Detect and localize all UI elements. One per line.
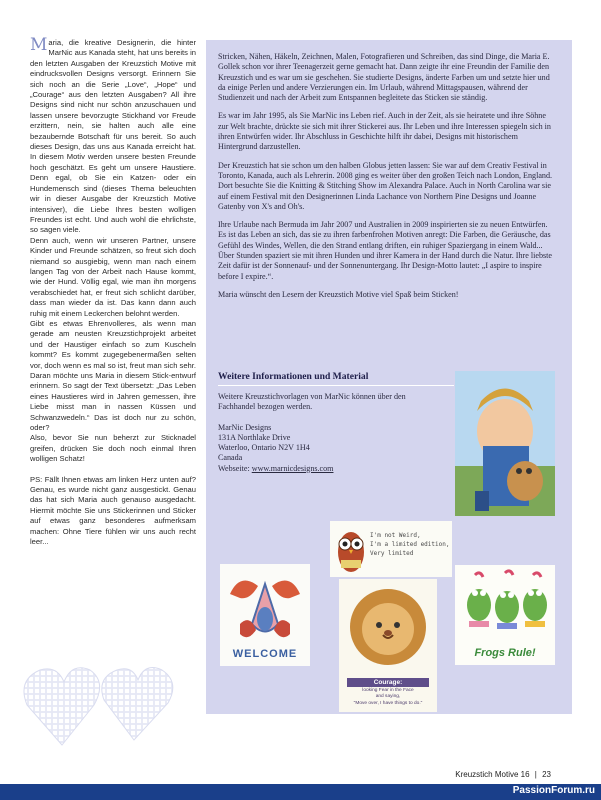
bio-paragraph: Es war im Jahr 1995, als Sie MarNic ins Leben rief. Auch in der Zeit, als sie heiratete und ihre Söhne zur Welt brachte, drückte sie sich mit ihrer Stickerei aus. Ihr Leben und ihre Interessen spiegeln sich in ihren Entwürfen wider. Ihr Abschluss in Geschichte hilft ihr dabei, Designs mit historischem Hintergrund darzustellen. xyxy=(218,111,551,152)
footer-separator: | xyxy=(534,770,537,779)
address-line: 131A Northlake Drive xyxy=(218,432,291,442)
frogs-text: Frogs Rule! xyxy=(474,647,536,659)
lion-graphic xyxy=(339,579,437,677)
owl-text: I'm not Weird, I'm a limited edition, Very limited xyxy=(370,532,450,557)
cross-stitch-hearts-image xyxy=(22,640,182,750)
bio-paragraph: Stricken, Nähen, Häkeln, Zeichnen, Malen, Fotografieren und Schreiben, das sind Dinge, die Maria E. Gollek schon vor ihrer Teenagerzeit gerne gemacht hat. Dann zeigte ihr eine Freundin der Familie den Kreuzstich und es war um sie geschehen. Sie studierte Designs, änderte Farben um und setzte hier und da einige Perlen und andere Verzierungen ein. Im Urlaub, während Mittagspausen, während der Studienzeit und nach der Arbeit zum Entspannen begleitete das Sticken sie ständig. xyxy=(218,52,550,103)
frogs-stitch-image xyxy=(455,565,555,665)
bio-paragraph: Der Kreuzstich hat sie schon um den halben Globus jetten lassen: Sie war auf dem Creativ Festival in Toronto, Kanada, auch als Lehrerin. 2008 ging es weiter über den großen Teich nach London, England. Dort besuchte Sie die Knitting & Stitching Show im Alexandra Palace. Auch in North Carolina war sie auf einem Festival mit den Designerinnen Linda Lachance von Northern Pine Designs und Joanne Gatenby von X's and Oh's. xyxy=(218,160,553,211)
heading-underline xyxy=(218,385,454,386)
bio-paragraph: Maria wünscht den Lesern der Kreuzstich Motive viel Spaß beim Sticken! xyxy=(218,289,459,299)
website-link[interactable]: www.marnicdesigns.com xyxy=(251,463,334,473)
intro-paragraph: Maria, die kreative Designerin, die hinter MarNic aus Kanada steht, hat uns bereits in den letzten Ausgaben der Kreuzstich Motive mit eindrucksvollen Designs versorgt. Erinnern Sie sich noch an die Serie „Love“, „Hope“ und „Courage“ aus den letzten Ausgaben? All ihre Designs sind nicht nur schön anzuschauen und lassen unsere bevorzugte Stickhand vor Freude erzittern, nein, sie halten auch alle eine bezaubernde Botschaft für uns bereit. So auch dieses Design, das uns aus Kanada erreicht hat. In diesem Motiv werden unsere besten Freunde hoch geschätzt. Es geht um unsere Haustiere. Denn egal, ob Sie ein Katzen- oder ein Hundemensch sind (dieses Thema beleuchten wir in dieser Ausgabe der Kreuzstich Motive intensiver), die Liebe Ihres besten wolligen Freundes ist echt. Und auch wohl die ehrlichste, so sagen viele. xyxy=(30,35,196,235)
welcome-stitch-image xyxy=(220,564,310,666)
designer-bio xyxy=(218,52,554,308)
dropcap-letter: M xyxy=(30,35,48,55)
address-block xyxy=(218,423,438,474)
boy-with-dog-stitch-image xyxy=(455,371,555,516)
body-paragraph: Gibt es etwas Ehrenvolleres, als wenn man gerade am neusten Kreuzstichprojekt arbeitet und der Haustiger einfach so zum Kuscheln kommt? Es kommt zugegebenermaßen selten vor, doch wenn es mal so ist, freut man sich sehr. Daran möchte uns Maria in diesem Stick-entwurf erinnern. So sagt der Text übersetzt: „Das Leben eines Haustieres wird in Jahren gemessen, ihre Liebe misst man in nassen Küssen und Schwanzwedeln.“ Das ist doch nur zu schön, oder? xyxy=(30,318,196,433)
contact-info xyxy=(218,392,438,484)
page-footer xyxy=(455,770,551,779)
owl-icon xyxy=(333,522,369,576)
welcome-text: WELCOME xyxy=(232,648,298,660)
left-article-column xyxy=(30,35,196,548)
address-line: Canada xyxy=(218,453,243,463)
courage-title: Courage: xyxy=(347,678,429,687)
website-label: Webseite: xyxy=(218,463,252,473)
address-line: Waterloo, Ontario N2V 1H4 xyxy=(218,443,310,453)
body-paragraph: Denn auch, wenn wir unseren Partner, unsere Kinder und Freunde schätzen, so freut sich doch niemand so ausgiebig, wenn man nach einem langen Tag von der Arbeit nach Hause kommt, wie der Hund. Völlig egal, wie man ihn morgens verabschiedet hat, er freut sich schlicht darüber, dass man wieder da ist. Das kann dann auch ruhig mit einem Leckerchen belohnt werden. xyxy=(30,235,196,318)
ps-paragraph: PS: Fällt Ihnen etwas am linken Herz unten auf? Genau, es wurde nicht ganz ausgestickt. Genau das hat sich Maria auch genauso ausgedacht. Hiermit möchte Sie uns Stickerinnen und Sticker auf etwas ganz besonderes aufmerksam machen: Ohne Tiere fühlen wir uns auch recht leer... xyxy=(30,474,196,547)
info-heading: Weitere Informationen und Material xyxy=(218,371,369,382)
courage-quote: looking Fear in the Face and saying, "Move over, I have things to do." xyxy=(353,688,423,706)
footer-bar xyxy=(0,784,601,800)
courage-stitch-image xyxy=(339,579,437,712)
info-intro: Weitere Kreuzstichvorlagen von MarNic können über den Fachhandel bezogen werden. xyxy=(218,392,406,412)
owl-stitch-image xyxy=(330,521,452,577)
welcome-motif-graphic xyxy=(220,564,310,646)
page-number: 23 xyxy=(542,770,551,779)
watermark: PassionForum.ru xyxy=(512,785,595,796)
magazine-name: Kreuzstich Motive 16 xyxy=(455,770,530,779)
address-line: MarNic Designs xyxy=(218,422,272,432)
frogs-graphic xyxy=(455,565,555,645)
body-paragraph: Also, bevor Sie nun beherzt zur Sticknadel greifen, drücken Sie doch noch einmal Ihren wolligen Schatz! xyxy=(30,433,196,464)
bio-paragraph: Ihre Urlaube nach Bermuda im Jahr 2007 und Australien in 2009 inspirierten sie zu neuen Entwürfen. Es ist das Leben an sich, das sie zu ihren farbenfrohen Motiven anregt: Die Farben, die Geräusche, das Gefühl des Windes, Wellen, die den Strand entlang driften, ein ruhiger Spaziergang in einem Wald... Über Stunden spaziert sie mit ihren Hunden und ihrer Kamera in der Hand durch die Natur. Ihre liebste Zeit dafür ist der Sonnenauf- und der Sonnenuntergang. Ihr Design-Motto lautet: „I aspire to inspire before I expire.“. xyxy=(218,220,552,281)
